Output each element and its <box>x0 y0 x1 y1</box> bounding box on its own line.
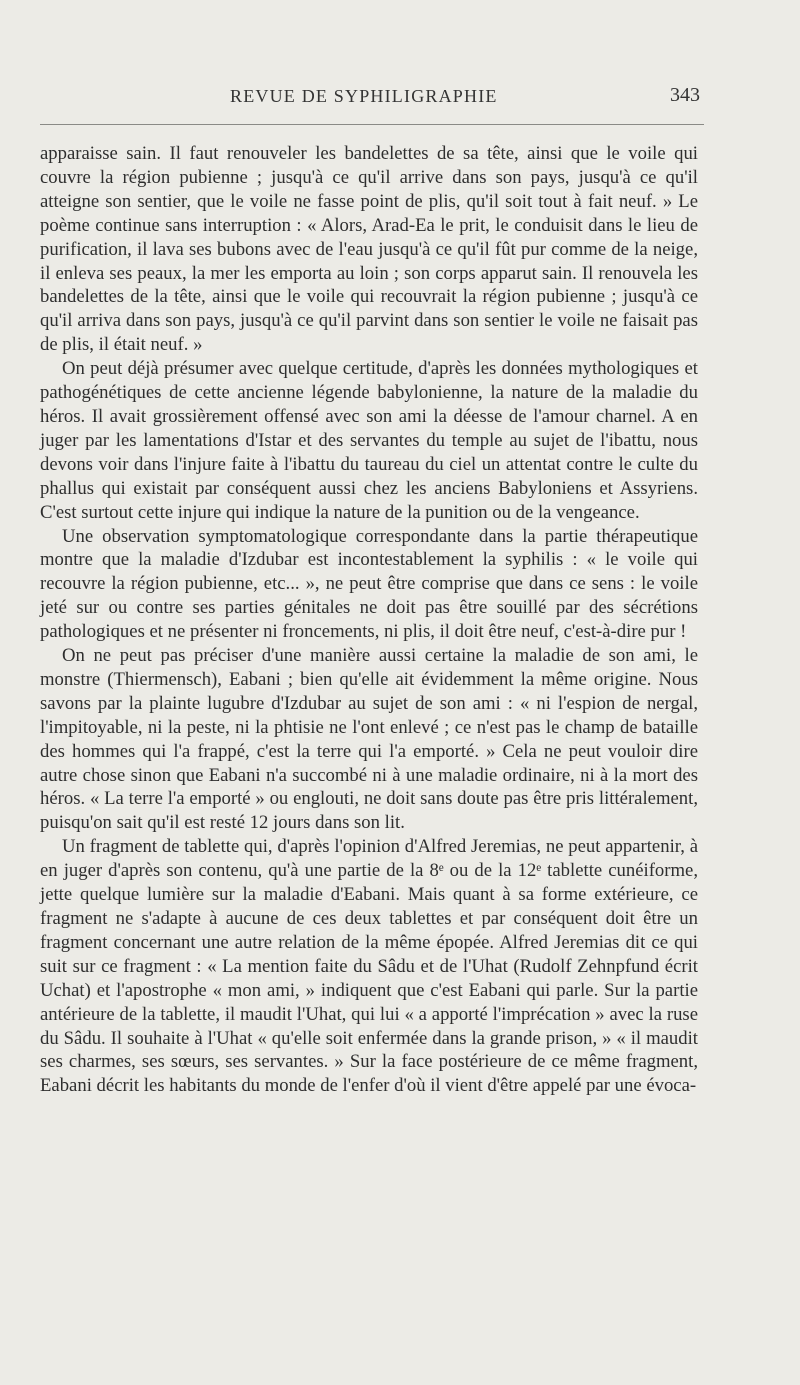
paragraph-5: Un fragment de tablette qui, d'après l'opinion d'Alfred Jeremias, ne peut appartenir, à en juger d'après son contenu, qu'à une partie de la 8ᵉ ou de la 12ᵉ tablette cunéiforme, jette quelque lumière sur la maladie d'Eabani. Mais quant à sa forme extérieure, ce fragment ne s'adapte à aucune de ces deux tablettes et par conséquent doit être un fragment concernant une autre relation de la même épopée. Alfred Jeremias dit ce qui suit sur ce fragment : « La mention faite du Sâdu et de l'Uhat (Rudolf Zehnpfund écrit Uchat) et l'apostrophe « mon ami, » indiquent que c'est Eabani qui parle. Sur la partie antérieure de la tablette, il maudit l'Uhat, qui lui « a apporté l'imprécation » avec la ruse du Sâdu. Il souhaite à l'Uhat « qu'elle soit enfermée dans la grande prison, » « il maudit ses charmes, ses sœurs, ses servantes. » Sur la face postérieure de ce même fragment, Eabani décrit les habitants du monde de l'enfer d'où il vient d'être appelé par une évoca- <box>40 836 698 1097</box>
body-text <box>40 142 698 1098</box>
running-title: REVUE DE SYPHILIGRAPHIE <box>230 86 498 106</box>
header-rule <box>40 124 704 125</box>
paragraph-4: On ne peut pas préciser d'une manière aussi certaine la maladie de son ami, le monstre (Thiermensch), Eabani ; bien qu'elle ait évidemment la même origine. Nous savons par la plainte lugubre d'Izdubar au sujet de son ami : « ni l'espion de nergal, l'impitoyable, ni la peste, ni la phtisie ne l'ont enlevé ; ce n'est pas le champ de bataille des hommes qui l'a frappé, c'est la terre qui l'a emporté. » Cela ne peut vouloir dire autre chose sinon que Eabani n'a succombé ni à une maladie ordinaire, ni à la mort des héros. « La terre l'a emporté » ou englouti, ne doit sans doute pas être pris littéralement, puisqu'on sait qu'il est resté 12 jours dans son lit. <box>40 645 698 834</box>
page-number: 343 <box>670 84 700 106</box>
paragraph-2: On peut déjà présumer avec quelque certitude, d'après les données mythologiques et pathogénétiques de cette ancienne légende babylonienne, la nature de la maladie du héros. Il avait grossièrement offensé avec son ami la déesse de l'amour charnel. A en juger par les lamentations d'Istar et des servantes du temple au sujet de l'ibattu, nous devons voir dans l'injure faite à l'ibattu du taureau du ciel un attentat contre le culte du phallus qui existait par conséquent aussi chez les anciens Babyloniens et Assyriens. C'est surtout cette injure qui indique la nature de la punition ou de la vengeance. <box>40 358 698 523</box>
paragraph-1: apparaisse sain. Il faut renouveler les bandelettes de sa tête, ainsi que le voile qui couvre la région pubienne ; jusqu'à ce qu'il arrive dans son pays, jusqu'à ce qu'il atteigne son sentier, que le voile ne fasse point de plis, qu'il soit tout à fait neuf. » Le poème continue sans interruption : « Alors, Arad-Ea le prit, le conduisit dans le lieu de purification, il lava ses bubons avec de l'eau jusqu'à ce qu'il fût pur comme de la neige, il enleva ses peaux, la mer les emporta au loin ; son corps apparut sain. Il renouvela les bandelettes de la tête, ainsi que le voile qui recouvrait la région pubienne ; jusqu'à ce qu'il arriva dans son pays, jusqu'à ce qu'il parvint dans son sentier le voile ne faisait pas de plis, il était neuf. » <box>40 143 698 356</box>
running-head <box>40 86 700 112</box>
paragraph-3: Une observation symptomatologique correspondante dans la partie thérapeutique montre que la maladie d'Izdubar est incontestablement la syphilis : « le voile qui recouvre la région pubienne, etc... », ne peut être comprise que dans ce sens : le voile jeté sur ou contre ses parties génitales ne doit pas être souillé par des sécrétions pathologiques et ne présenter ni froncements, ni plis, il doit être neuf, c'est-à-dire pur ! <box>40 525 698 643</box>
